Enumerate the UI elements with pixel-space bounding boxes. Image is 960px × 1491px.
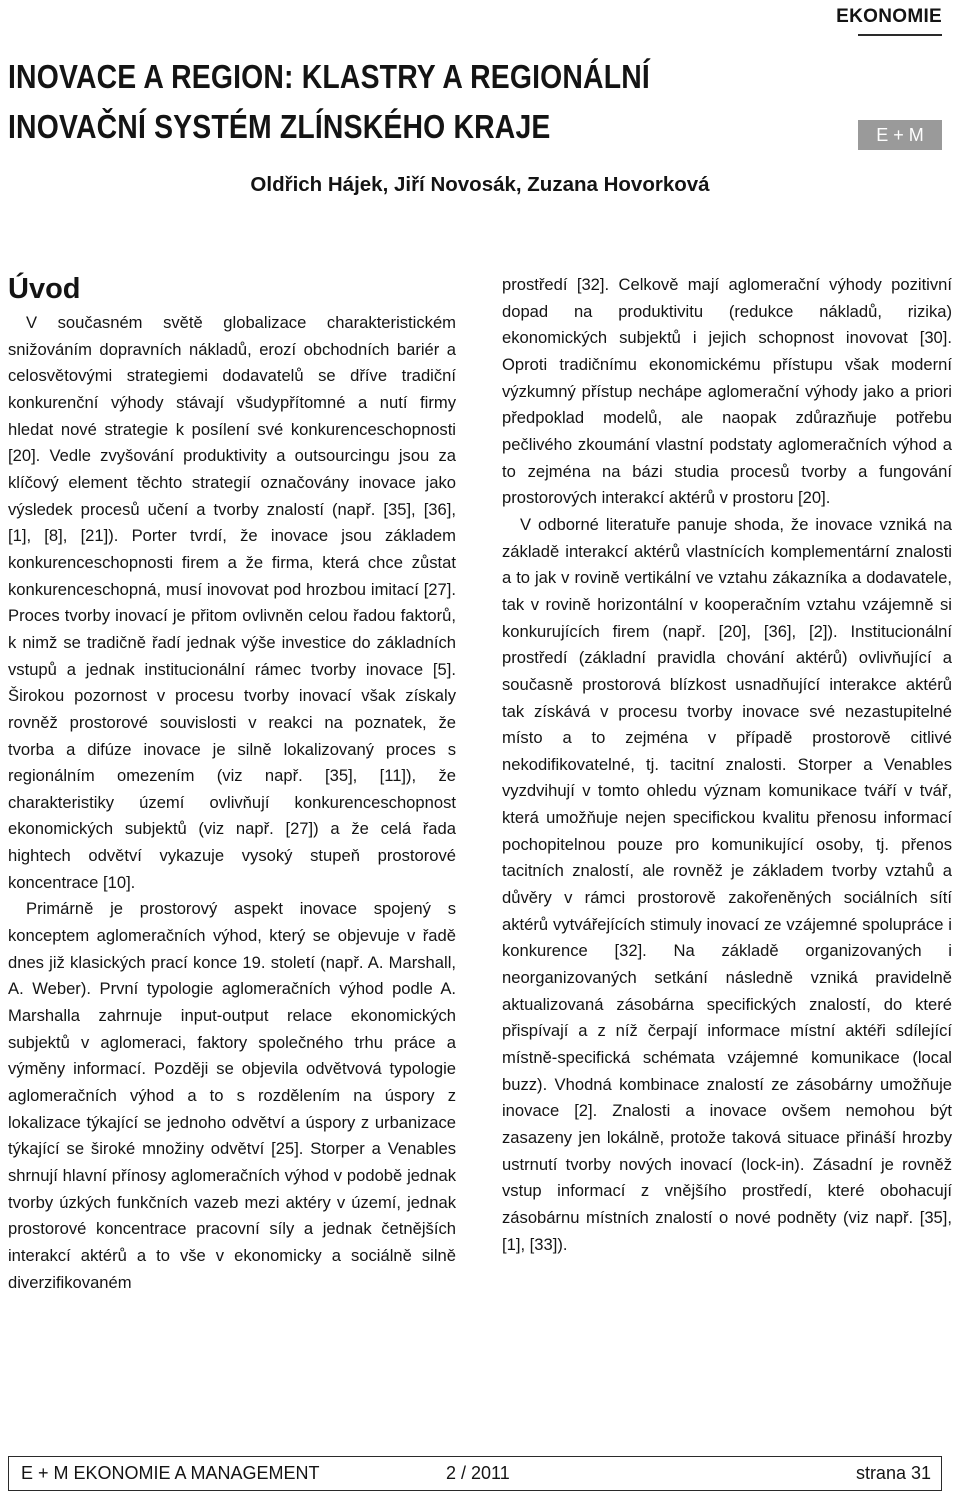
article-title	[8, 52, 730, 152]
footer	[8, 1456, 942, 1491]
footer-journal: E + M EKONOMIE A MANAGEMENT	[21, 1463, 320, 1483]
paragraph: Primárně je prostorový aspekt inovace spojený s konceptem aglomeračních výhod, který se objevuje v řadě dnes již klasických prací konce 19. století (např. A. Marshall, A. Weber). První typologie aglomeračních výhod podle A. Marshalla zahrnuje input-output relace ekonomických subjektů v aglomeraci, faktory společného trhu práce a výměny informací. Později se objevila odvětvová typologie aglomeračních výhod a to s rozdělením na úspory z lokalizace týkající se jednoho odvětví a úspory z urbanizace týkající se široké množiny odvětví [25]. Storper a Venables shrnují hlavní přínosy aglomeračních výhod v podobě jednak tvorby úzkých funkčních vazeb mezi aktéry v území, jednak prostorové koncentrace pracovní síly a jednak četnějších interakcí aktérů a to vše v ekonomicky a sociálně silně diverzifikovaném	[8, 899, 456, 1292]
section-tag: EKONOMIE	[836, 6, 942, 27]
title-line-2: INOVAČNÍ SYSTÉM ZLÍNSKÉHO KRAJE	[8, 108, 551, 145]
right-column	[502, 272, 952, 1258]
paragraph: prostředí [32]. Celkově mají aglomerační výhody pozitivní dopad na produktivitu (redukce nákladů, rizika) ekonomických subjektů i jejich schopnost inovovat [30]. Oproti tradičnímu ekonomickému přístupu však moderní výzkumný přístup nechápe aglomerační výhody jako a priori předpoklad modelů, ale naopak zdůrazňuje potřebu pečlivého zkoumání vlastní podstaty aglomeračních výhod a to zejména na bázi studia procesů tvorby a fungování prostorových interakcí aktérů v prostoru [20].	[502, 275, 952, 508]
paragraph: V současném světě globalizace charakteristickém snižováním dopravních nákladů, erozí obchodních bariér a celosvětovými strategiemi dodavatelů se dříve tradiční konkurenční výhody stávají všudypřítomné a nutí firmy hledat nové strategie k posílení své konkurenceschopnosti [20]. Vedle zvyšování produktivity a outsourcingu jsou za klíčový element těchto strategií označovány inovace jako výsledek procesů učení a tvorby znalostí (např. [35], [36], [1], [8], [21]). Porter tvrdí, že inovace jsou základem konkurenceschopnosti firem a že firma, která chce zůstat konkurenceschopná, musí inovovat pod hrozbou imitací [27]. Proces tvorby inovací je přitom ovlivněn celou řadou faktorů, k nimž se tradičně řadí jednak výše investice do základních vstupů a jednak institucionální rámec tvorby inovace [5]. Širokou pozornost v procesu tvorby inovací však získaly rovněž prostorové souvislosti v reakci na poznatek, že tvorba a difúze inovace je silně lokalizovaný proces s regionálním omezením (viz např. [35], [11]), že charakteristiky území ovlivňují konkurenceschopnost ekonomických subjektů (viz např. [27]) a že celá řada hightech odvětví vykazuje vysoký stupeň prostorové koncentrace [10].	[8, 313, 456, 892]
journal-badge: E + M	[858, 120, 942, 150]
paragraph: V odborné literatuře panuje shoda, že inovace vzniká na základě interakcí aktérů vlastnících komplementární znalosti a to jak v rovině vertikální ve vztahu zákazníka a dodavatele, tak v rovině horizontální v kooperačním vztahu vzájemně si konkurujících firem (např. [20], [36], [2]). Institucionální prostředí (základní pravidla chování aktérů) ovlivňující a současně prostorová blízkost usnadňující interakce aktérů tak získává v procesu tvorby inovace své nezastupitelné místo a to zejména v případě prostorově citlivé nekodifikovatelné, tj. tacitní znalosti. Storper a Venables vyzdvihují v tomto ohledu význam komunikace tváří v tvář, která umožňuje nejen specifickou kvalitu přenosu informací pochopitelnou pouze pro komunikující osoby, tj. přenos tacitních znalostí, ale rovněž je základem tvorby vztahů a důvěry v rámci prostorově zakořeněných sociálních sítí aktérů vytvářejících stimuly inovací ze vzájemné spolupráce i konkurence [32]. Na základě organizovaných i neorganizovaných setkání následně vzniká pravidelně aktualizovaná zásobárna specifických znalostí, do které přispívají a z níž čerpají informace místní aktéři sdílející místně-specifická schémata vzájemné komunikace (local buzz). Vhodná kombinace znalostí ze zásobárny umožňuje inovace [2]. Znalosti a inovace ovšem nemohou být zasazeny jen lokálně, protože taková situace přináší hrozby ustrnutí tvorby nových inovací (lock-in). Zásadní je rovněž vstup informací z vnějšího prostředí, které obohacují zásobárnu místních znalostí o nové podněty (viz např. [35], [1], [33]).	[502, 514, 952, 1254]
left-column	[8, 268, 456, 1296]
header-rule	[858, 34, 942, 36]
footer-issue: 2 / 2011	[446, 1463, 510, 1483]
title-line-1: INOVACE A REGION: KLASTRY A REGIONÁLNÍ	[8, 58, 650, 95]
authors: Oldřich Hájek, Jiří Novosák, Zuzana Hovorková	[250, 173, 710, 196]
section-heading: Úvod	[8, 273, 81, 305]
footer-page-number: strana 31	[855, 1463, 931, 1483]
